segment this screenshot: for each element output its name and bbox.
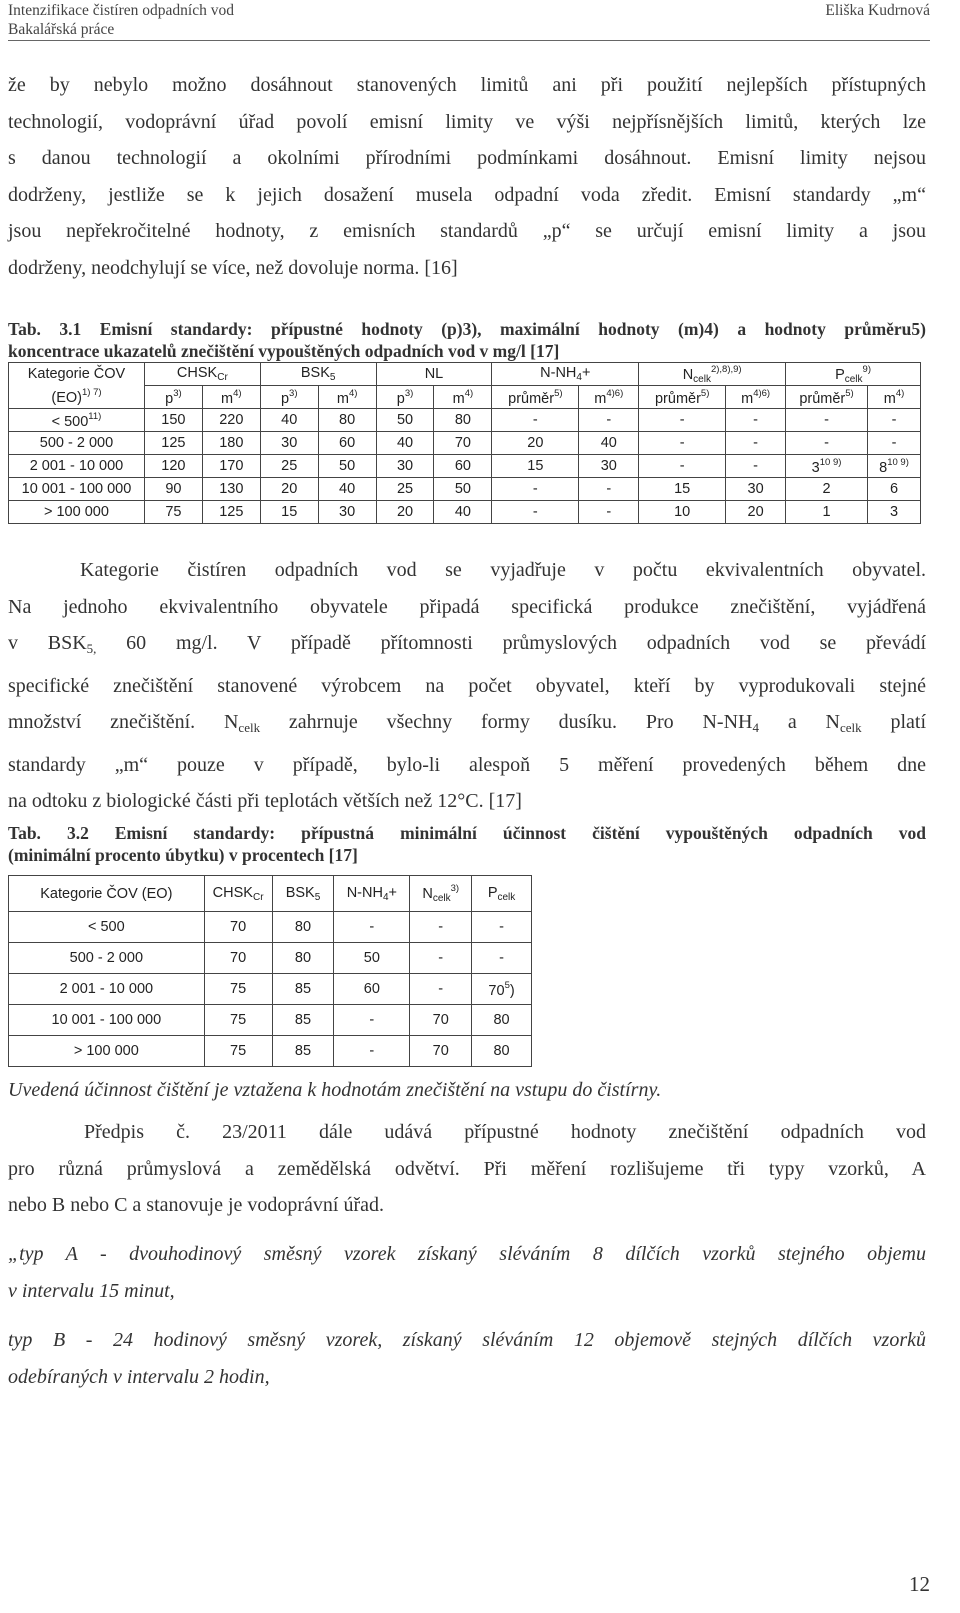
cell: 120: [144, 455, 202, 478]
cell: -: [472, 943, 532, 974]
cell: 40: [434, 501, 492, 524]
cell: 125: [144, 432, 202, 455]
table-row: [9, 974, 532, 1005]
cell: 10: [639, 501, 726, 524]
cell: 30: [260, 432, 318, 455]
text-line: nebo B nebo C a stanovuje je vodoprávní úřad.: [8, 1194, 385, 1216]
caption-line: (minimální procento úbytku) v procentech [17]: [8, 845, 358, 865]
cell: 50: [376, 409, 434, 432]
cell-category: < 500: [9, 912, 205, 943]
table-row: [9, 943, 532, 974]
cell: 220: [202, 409, 260, 432]
cell: 25: [376, 478, 434, 501]
cell: 40: [260, 409, 318, 432]
table-row: [9, 912, 532, 943]
header-ncelk: $N_{celk}^{2),8),9)}$: [639, 363, 786, 386]
caption-line: Tab. 3.1 Emisní standardy: přípustné hodnoty (p)3), maximální hodnoty (m)4) a hodnoty průměru5): [8, 319, 926, 339]
cell: $8^{10 9)}$: [867, 455, 920, 478]
cell: 20: [260, 478, 318, 501]
text-line: v $BSK_{5,}$ 60 mg/l. V případě přítomnosti průmyslových odpadních vod se převádí: [8, 632, 926, 656]
sub-m: $m^{4)}$: [867, 386, 920, 409]
cell: 170: [202, 455, 260, 478]
cell: 15: [639, 478, 726, 501]
cell-category: 2 001 - 10 000: [9, 974, 205, 1005]
header-bsk: $BSK_5$: [260, 363, 376, 386]
paragraph-3: [8, 1114, 926, 1224]
sub-m: $m^{4)}$: [434, 386, 492, 409]
cell: 50: [318, 455, 376, 478]
cell: -: [492, 478, 579, 501]
cell: 40: [318, 478, 376, 501]
text-line: standardy „m“ pouze v případě, bylo-li alespoň 5 měření provedených během dne: [8, 753, 926, 776]
cell: -: [492, 501, 579, 524]
sub-p: $p^{3)}$: [376, 386, 434, 409]
header-ncelk: $N_{celk}^{3)}$: [410, 876, 472, 912]
table-row: [9, 409, 921, 432]
sub-m: $m^{4)6)}$: [579, 386, 639, 409]
cell: 180: [202, 432, 260, 455]
cell: 70: [410, 1005, 472, 1036]
sub-prumer: průměr$^{5)}$: [639, 386, 726, 409]
table-header-row: [9, 876, 532, 912]
cell: 75: [204, 1036, 272, 1067]
sample-type-a: [8, 1236, 926, 1309]
cell: 40: [579, 432, 639, 455]
header-kategorie: Kategorie ČOV (EO): [9, 876, 205, 912]
cell: -: [410, 974, 472, 1005]
table-row: [9, 432, 921, 455]
table-1-caption: [8, 318, 926, 362]
table-header-row: [9, 363, 921, 386]
cell: 30: [376, 455, 434, 478]
table-subheader-row: [9, 386, 921, 409]
header-left: [8, 1, 234, 39]
text-line: Kategorie čistíren odpadních vod se vyjadřuje v počtu ekvivalentních obyvatel.: [80, 559, 926, 581]
cell-category: < $500^{11)}$: [9, 409, 145, 432]
text-line: s danou technologií a okolními přírodními podmínkami dosáhnout. Emisní limity nejsou: [8, 147, 926, 169]
cell: 2: [786, 478, 868, 501]
table-2-note: [8, 1072, 926, 1109]
cell: 15: [492, 455, 579, 478]
cell: 75: [144, 501, 202, 524]
text-line: „typ A - dvouhodinový směsný vzorek získaný sléváním 8 dílčích vzorků stejného objemu: [8, 1243, 926, 1265]
table-2-caption: [8, 822, 926, 866]
header-eo: (EO)$^{1) 7)}$: [9, 386, 145, 409]
cell: -: [726, 432, 786, 455]
text-line: dodrženy, jestliže se k jejich dosažení musela odpadní voda zředit. Emisní standardy „m“: [8, 183, 926, 206]
cell: -: [492, 409, 579, 432]
cell: 30: [318, 501, 376, 524]
cell: -: [410, 912, 472, 943]
cell: 60: [334, 974, 410, 1005]
cell: -: [639, 409, 726, 432]
cell: 85: [272, 974, 334, 1005]
cell: 3: [867, 501, 920, 524]
cell: 80: [272, 943, 334, 974]
text-line: dodrženy, neodchylují se více, než dovoluje norma. [16]: [8, 256, 458, 279]
text-line: v intervalu 15 minut,: [8, 1279, 175, 1302]
cell: 60: [318, 432, 376, 455]
cell-category: 500 - 2 000: [9, 432, 145, 455]
cell: 20: [492, 432, 579, 455]
cell: -: [410, 943, 472, 974]
sub-m: $m^{4)6)}$: [726, 386, 786, 409]
sub-m: $m^{4)}$: [318, 386, 376, 409]
table-row: [9, 1005, 532, 1036]
cell: 50: [334, 943, 410, 974]
cell: 85: [272, 1005, 334, 1036]
cell: 30: [579, 455, 639, 478]
cell: 70: [434, 432, 492, 455]
cell-category: 10 001 - 100 000: [9, 478, 145, 501]
table-row: [9, 1036, 532, 1067]
cell: 75: [204, 1005, 272, 1036]
cell: $70^5$): [472, 974, 532, 1005]
cell: -: [579, 409, 639, 432]
cell: -: [726, 409, 786, 432]
text-line: specifické znečištění stanovené výrobcem na počet obyvatel, kteří by vyprodukovali stejné: [8, 674, 926, 697]
cell-category: 500 - 2 000: [9, 943, 205, 974]
page-header: [8, 0, 930, 41]
cell: 80: [472, 1005, 532, 1036]
cell-category: 2 001 - 10 000: [9, 455, 145, 478]
cell: 6: [867, 478, 920, 501]
cell: 30: [726, 478, 786, 501]
cell: 20: [726, 501, 786, 524]
cell: 20: [376, 501, 434, 524]
text-line: že by nebylo možno dosáhnout stanovených limitů ani při použití nejlepších přístupných: [8, 74, 926, 96]
text-line: jsou nepřekročitelné hodnoty, z emisních standardů „p“ se určují emisní limity a jsou: [8, 220, 926, 242]
cell: -: [334, 912, 410, 943]
caption-line: Tab. 3.2 Emisní standardy: přípustná minimální účinnost čištění vypouštěných odpadních vod: [8, 823, 926, 843]
cell: 80: [318, 409, 376, 432]
table-2: [8, 875, 532, 1067]
paragraph-1: [8, 67, 926, 286]
cell: 70: [204, 912, 272, 943]
cell: -: [334, 1005, 410, 1036]
cell: 1: [786, 501, 868, 524]
text-line: pro různá průmyslová a zemědělská odvětví. Při měření rozlišujeme tři typy vzorků, A: [8, 1157, 926, 1180]
paragraph-2: [8, 552, 926, 820]
cell: $3^{10 9)}$: [786, 455, 868, 478]
cell: -: [867, 409, 920, 432]
text-line: Uvedená účinnost čištění je vztažena k hodnotám znečištění na vstupu do čistírny.: [8, 1079, 662, 1101]
text-line: Na jednoho ekvivalentního obyvatele připadá specifická produkce znečištění, vyjádřená: [8, 595, 926, 618]
text-line: odebíraných v intervalu 2 hodin,: [8, 1365, 270, 1388]
header-chsk: $CHSK_{Cr}$: [144, 363, 260, 386]
table-row: [9, 478, 921, 501]
header-nnh4: $N-NH_4+$: [492, 363, 639, 386]
header-pcelk: $P_{celk}^{9)}$: [786, 363, 921, 386]
cell: 80: [434, 409, 492, 432]
cell: 125: [202, 501, 260, 524]
cell: -: [867, 432, 920, 455]
sub-p: $p^{3)}$: [260, 386, 318, 409]
cell: -: [639, 455, 726, 478]
header-nl: NL: [376, 363, 492, 386]
text-line: na odtoku z biologické části při teplotách větších než 12°C. [17]: [8, 790, 522, 812]
cell: -: [786, 409, 868, 432]
header-title: Intenzifikace čistíren odpadních vod: [8, 2, 234, 19]
cell: -: [639, 432, 726, 455]
cell: 60: [434, 455, 492, 478]
header-pcelk: $P_{celk}$: [472, 876, 532, 912]
cell: 150: [144, 409, 202, 432]
header-kategorie: Kategorie ČOV: [9, 363, 145, 386]
sub-p: $p^{3)}$: [144, 386, 202, 409]
header-nnh4: $N-NH_4+$: [334, 876, 410, 912]
cell: 25: [260, 455, 318, 478]
cell: -: [579, 478, 639, 501]
header-subtitle: Bakalářská práce: [8, 21, 115, 38]
cell: 50: [434, 478, 492, 501]
sub-m: $m^{4)}$: [202, 386, 260, 409]
table-1: [8, 362, 921, 524]
cell: 130: [202, 478, 260, 501]
header-chsk: $CHSK_{Cr}$: [204, 876, 272, 912]
sample-type-b: [8, 1322, 926, 1395]
cell: -: [726, 455, 786, 478]
cell: 80: [472, 1036, 532, 1067]
cell-category: > 100 000: [9, 501, 145, 524]
cell: 90: [144, 478, 202, 501]
header-author: Eliška Kudrnová: [825, 2, 930, 19]
cell-category: > 100 000: [9, 1036, 205, 1067]
sub-prumer: průměr$^{5)}$: [492, 386, 579, 409]
text-line: Předpis č. 23/2011 dále udává přípustné hodnoty znečištění odpadních vod: [84, 1121, 926, 1143]
cell: 15: [260, 501, 318, 524]
cell: -: [334, 1036, 410, 1067]
page-number: 12: [909, 1572, 930, 1596]
text-line: množství znečištění. $N_{celk}$ zahrnuje všechny formy dusíku. Pro $N-NH_4$ a $N_{celk}$ platí: [8, 711, 927, 735]
cell: 40: [376, 432, 434, 455]
table-row: [9, 501, 921, 524]
cell-category: 10 001 - 100 000: [9, 1005, 205, 1036]
header-bsk: $BSK_5$: [272, 876, 334, 912]
table-row: [9, 455, 921, 478]
text-line: typ B - 24 hodinový směsný vzorek, získaný sléváním 12 objemově stejných dílčích vzorků: [8, 1329, 926, 1351]
sub-prumer: průměr$^{5)}$: [786, 386, 868, 409]
cell: -: [472, 912, 532, 943]
caption-line: koncentrace ukazatelů znečištění vypouštěných odpadních vod v mg/l [17]: [8, 341, 560, 361]
cell: 85: [272, 1036, 334, 1067]
cell: 80: [272, 912, 334, 943]
cell: -: [786, 432, 868, 455]
cell: 75: [204, 974, 272, 1005]
text-line: technologií, vodoprávní úřad povolí emisní limity ve výši nejpřísnějších limitů, kterých lze: [8, 110, 926, 133]
cell: -: [579, 501, 639, 524]
cell: 70: [204, 943, 272, 974]
cell: 70: [410, 1036, 472, 1067]
